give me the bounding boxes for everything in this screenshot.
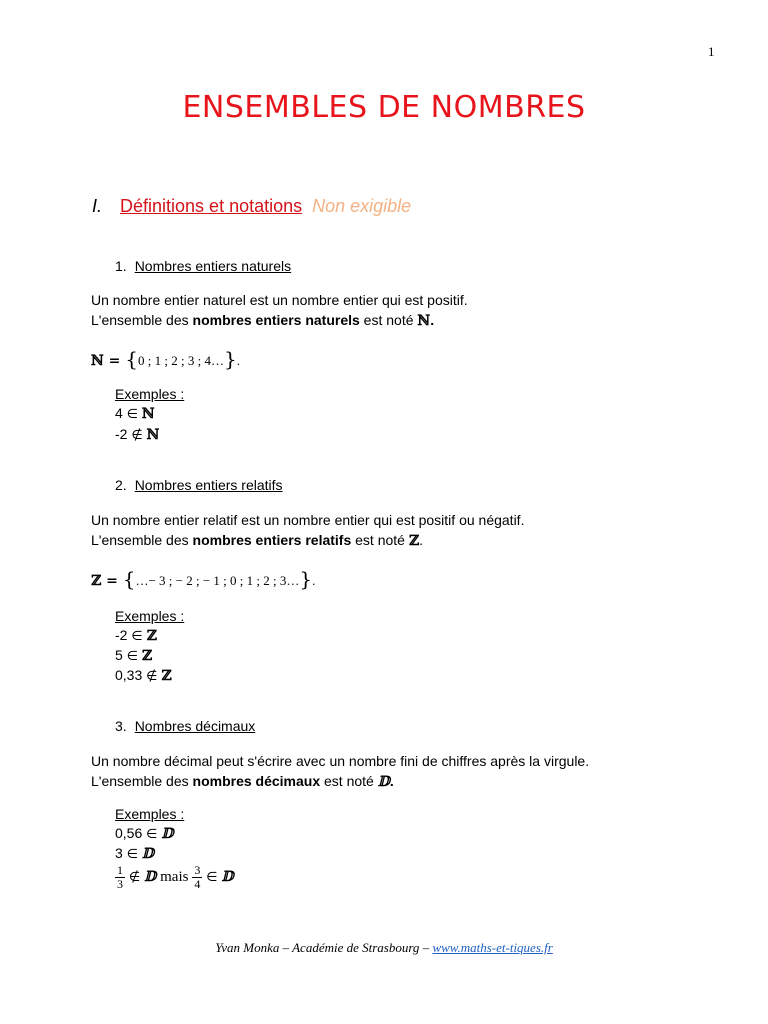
subsection-title: Nombres entiers relatifs [134,477,283,493]
example-line: -2 ∈ ℤ [115,627,157,644]
set-symbol: ℤ [408,533,420,549]
definition-line: Un nombre entier naturel est un nombre entier qui est positif. [91,292,468,308]
notation-line: L'ensemble des nombres décimaux est noté 𝔻. [91,773,394,790]
section-title: Définitions et notations [120,196,303,216]
example-line: -2 ∉ ℕ [115,426,160,443]
examples-label: Exemples : [115,386,185,402]
set-symbol: 𝔻 [377,774,390,790]
notation-line: L'ensemble des nombres entiers relatifs est noté ℤ. [91,532,423,549]
subsection-title: Nombres décimaux [134,718,256,734]
examples-label: Exemples : [115,806,185,822]
section-number: I. [92,196,103,216]
set-definition-naturels: ℕ = {0 ; 1 ; 2 ; 3 ; 4…}. [91,347,240,371]
example-line: 5 ∈ ℤ [115,647,153,664]
definition-text-decimaux [91,751,589,792]
example-line: 0,33 ∉ ℤ [115,667,172,684]
page-title: ENSEMBLES DE NOMBRES [182,90,586,125]
subsection-heading-decimaux [115,718,255,734]
subsection-number: 3. [115,718,127,734]
example-line: 4 ∈ ℕ [115,405,155,422]
example-line: 0,56 ∈ 𝔻 [115,825,174,842]
footer-author: Yvan Monka – Académie de Strasbourg – [215,940,433,955]
subsection-heading-relatifs [115,477,283,493]
definition-line: Un nombre décimal peut s'écrire avec un nombre fini de chiffres après la virgule. [91,753,590,769]
examples-label: Exemples : [115,608,185,624]
subsection-number: 1. [115,258,127,274]
subsection-number: 2. [115,477,127,493]
definition-line: Un nombre entier relatif est un nombre entier qui est positif ou négatif. [91,512,525,528]
section-note: Non exigible [312,196,412,216]
section-heading [92,196,411,217]
footer [0,940,768,956]
fraction: $\frac{3}{4}$ [194,863,201,891]
example-line: 3 ∈ 𝔻 [115,845,155,862]
definition-text-naturels [91,290,468,331]
notation-line: L'ensemble des nombres entiers naturels est noté ℕ. [91,312,435,329]
subsection-title: Nombres entiers naturels [134,258,292,274]
example-line-fractions: $\frac{1}{3}$ ∉ 𝔻 mais $\frac{3}{4}$ ∈ 𝔻 [117,863,234,891]
definition-text-relatifs [91,510,524,551]
page-number: 1 [708,44,715,59]
fraction: $\frac{1}{3}$ [117,863,123,891]
footer-link[interactable]: www.maths-et-tiques.fr [432,940,553,955]
set-symbol: ℕ [417,313,431,329]
subsection-heading-naturels [115,258,291,274]
set-definition-relatifs: ℤ = {…− 3 ; − 2 ; − 1 ; 0 ; 1 ; 2 ; 3…}. [91,567,316,591]
